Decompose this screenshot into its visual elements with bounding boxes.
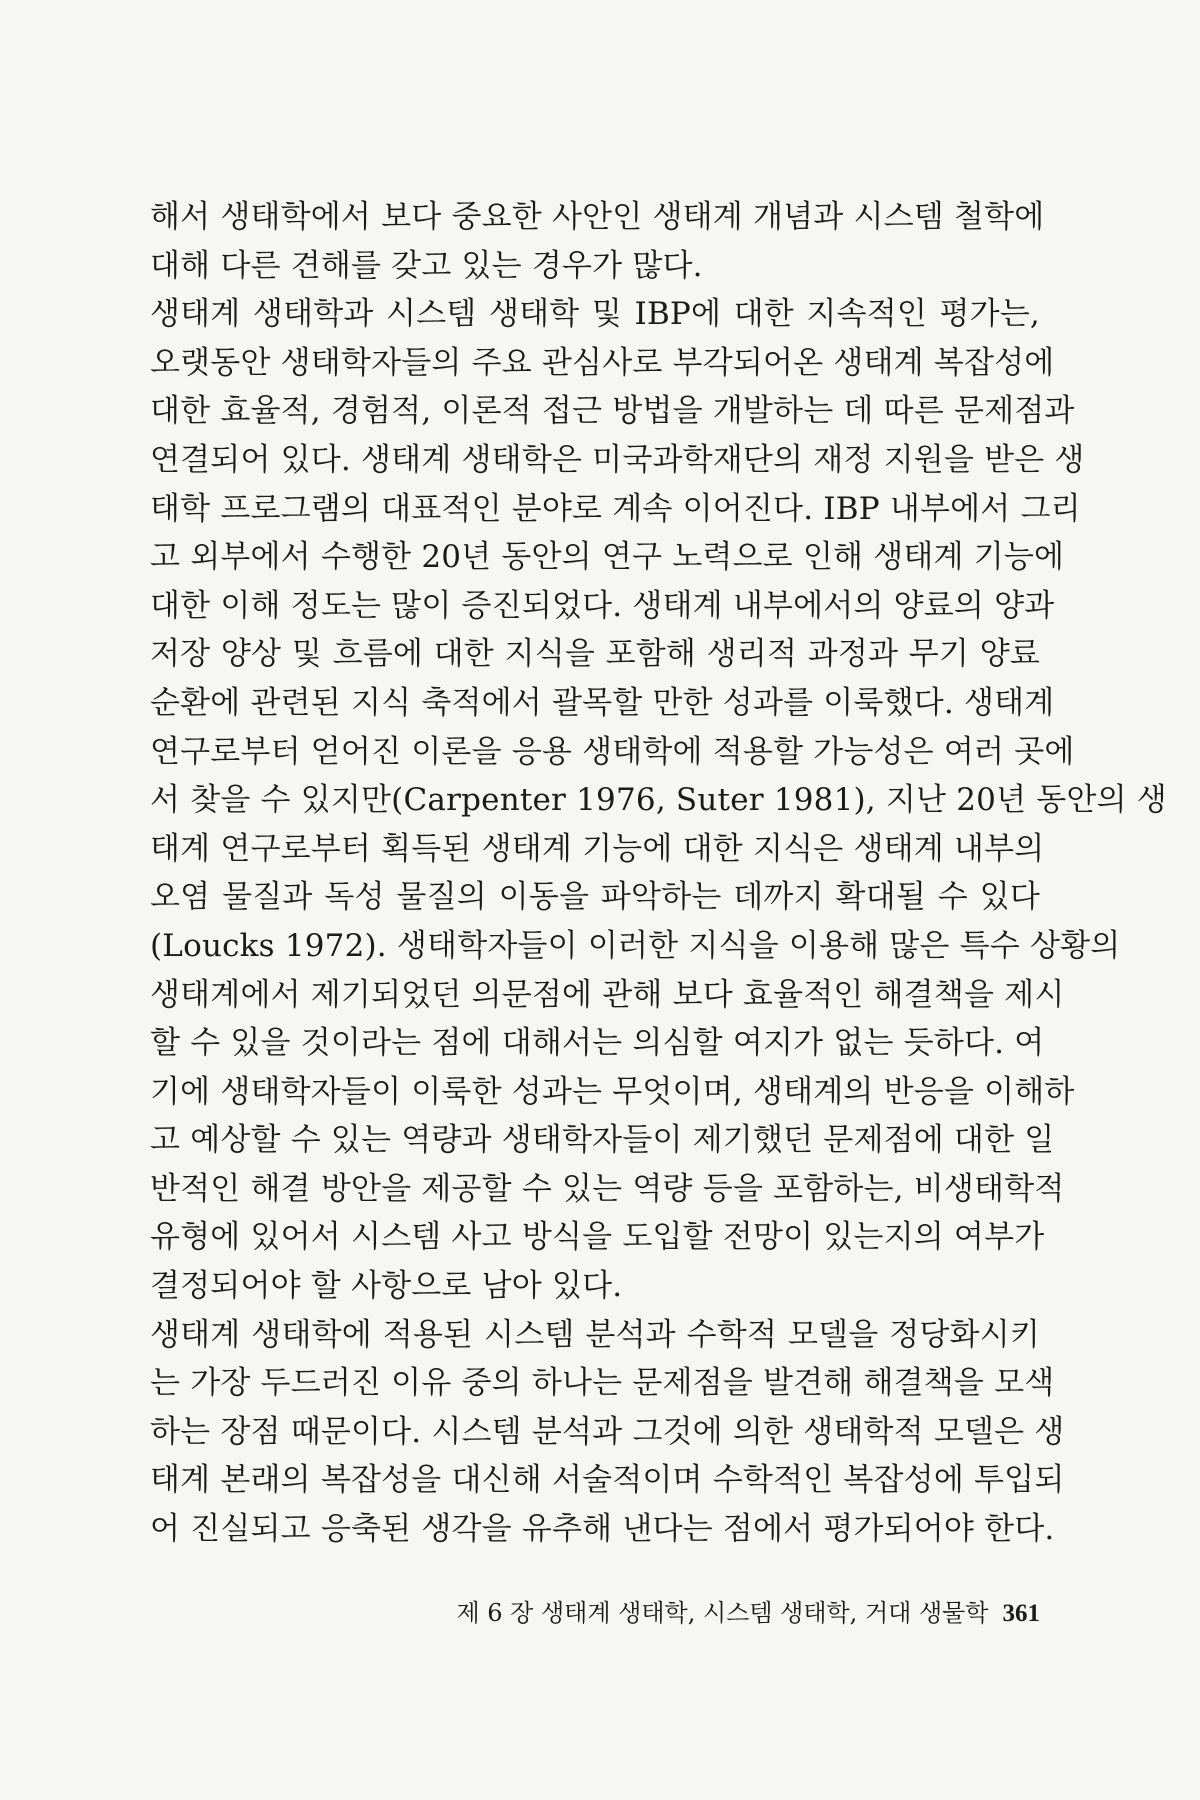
text-line: 고 외부에서 수행한 20년 동안의 연구 노력으로 인해 생태계 기능에 — [150, 539, 1065, 576]
text-line: 연결되어 있다. 생태계 생태학은 미국과학재단의 재정 지원을 받은 생 — [150, 441, 1085, 478]
text-line: 결정되어야 할 사항으로 남아 있다. — [150, 1268, 623, 1305]
text-line: 대한 이해 정도는 많이 증진되었다. 생태계 내부에서의 양료의 양과 — [150, 587, 1055, 624]
text-line: 서 찾을 수 있지만(Carpenter 1976, Suter 1981), 지난 20년 동안의 생 — [150, 782, 1167, 819]
text-line: 기에 생태학자들이 이룩한 성과는 무엇이며, 생태계의 반응을 이해하 — [150, 1073, 1075, 1110]
text-line: 하는 장점 때문이다. 시스템 분석과 그것에 의한 생태학적 모델은 생 — [150, 1413, 1065, 1450]
text-line: 고 예상할 수 있는 역량과 생태학자들이 제기했던 문제점에 대한 일 — [150, 1122, 1055, 1159]
text-line: 저장 양상 및 흐름에 대한 지식을 포함해 생리적 과정과 무기 양료 — [150, 636, 1040, 673]
text-line: 대해 다른 견해를 갖고 있는 경우가 많다. — [150, 247, 703, 284]
body-text — [150, 193, 1167, 1554]
text-line: 태학 프로그램의 대표적인 분야로 계속 이어진다. IBP 내부에서 그리 — [150, 490, 1081, 527]
text-line: 오랫동안 생태학자들의 주요 관심사로 부각되어온 생태계 복잡성에 — [150, 344, 1055, 381]
text-line: 반적인 해결 방안을 제공할 수 있는 역량 등을 포함하는, 비생태학적 — [150, 1170, 1065, 1207]
text-line: 오염 물질과 독성 물질의 이동을 파악하는 데까지 확대될 수 있다 — [150, 879, 1040, 916]
page-number: 361 — [1002, 1600, 1040, 1627]
text-line: 연구로부터 얻어진 이론을 응용 생태학에 적용할 가능성은 여러 곳에 — [150, 733, 1075, 770]
text-line: 유형에 있어서 시스템 사고 방식을 도입할 전망이 있는지의 여부가 — [150, 1219, 1045, 1256]
text-line: 해서 생태학에서 보다 중요한 사안인 생태계 개념과 시스템 철학에 — [150, 199, 1045, 235]
text-line: 어 진실되고 응축된 생각을 유추해 낸다는 점에서 평가되어야 한다. — [150, 1511, 1055, 1548]
text-line: 할 수 있을 것이라는 점에 대해서는 의심할 여지가 없는 듯하다. 여 — [150, 1025, 1045, 1062]
text-line: 태계 연구로부터 획득된 생태계 기능에 대한 지식은 생태계 내부의 — [150, 830, 1045, 867]
text-line: 생태계 생태학과 시스템 생태학 및 IBP에 대한 지속적인 평가는, — [150, 296, 1040, 333]
text-line: 태계 본래의 복잡성을 대신해 서술적이며 수학적인 복잡성에 투입되 — [150, 1462, 1065, 1499]
text-line: 는 가장 두드러진 이유 중의 하나는 문제점을 발견해 해결책을 모색 — [150, 1365, 1055, 1402]
text-line: 순환에 관련된 지식 축적에서 괄목할 만한 성과를 이룩했다. 생태계 — [150, 684, 1055, 721]
page-footer — [420, 1593, 1040, 1628]
running-head: 제 6 장 생태계 생태학, 시스템 생태학, 거대 생물학 — [456, 1599, 989, 1627]
text-line: 대한 효율적, 경험적, 이론적 접근 방법을 개발하는 데 따른 문제점과 — [150, 393, 1075, 430]
text-line: 생태계에서 제기되었던 의문점에 관해 보다 효율적인 해결책을 제시 — [150, 976, 1065, 1013]
text-line: 생태계 생태학에 적용된 시스템 분석과 수학적 모델을 정당화시키 — [150, 1316, 1040, 1353]
text-line: (Loucks 1972). 생태학자들이 이러한 지식을 이용해 많은 특수 상황의 — [150, 927, 1121, 964]
